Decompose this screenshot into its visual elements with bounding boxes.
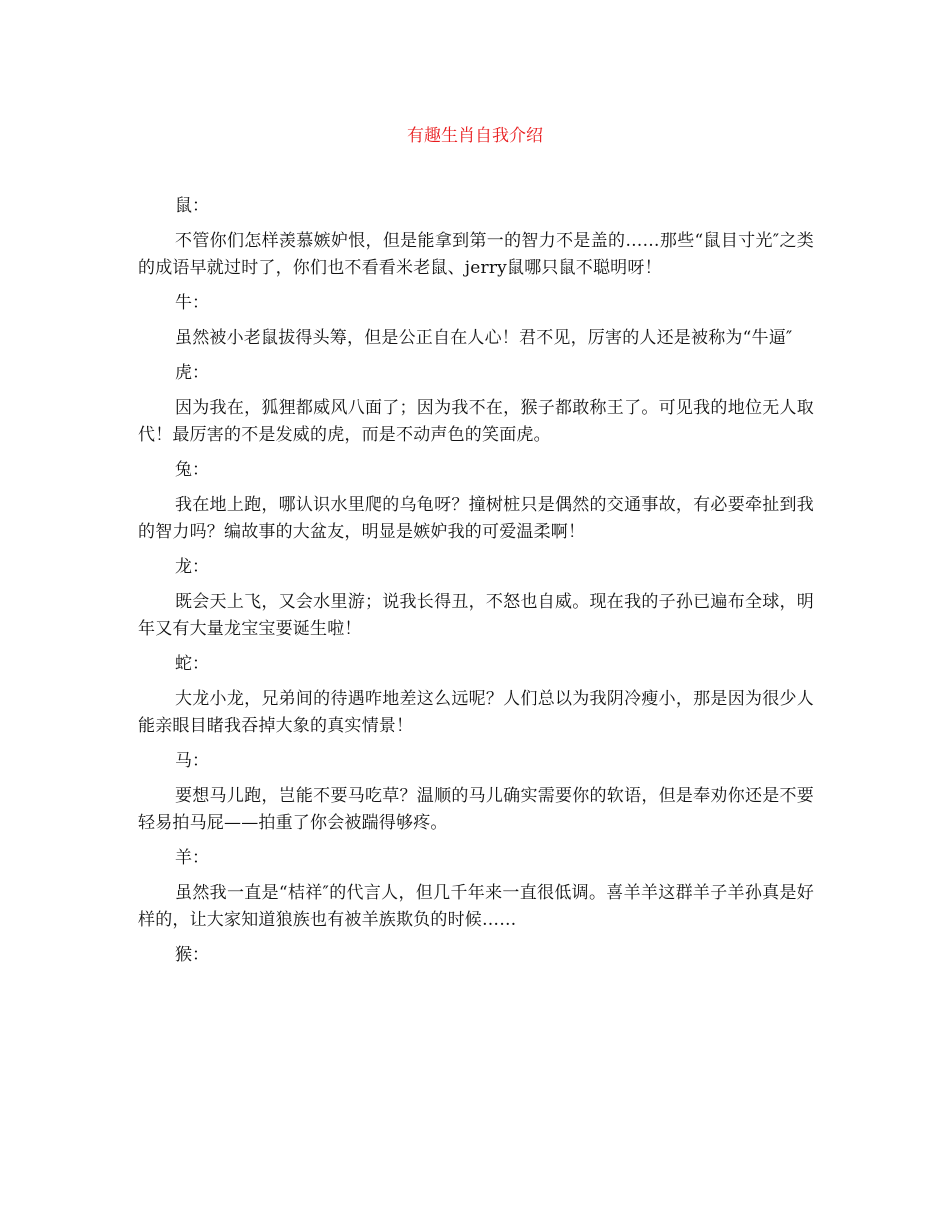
section-text-ox: 虽然被小老鼠拔得头筹，但是公正自在人心！君不见，厉害的人还是被称为“牛逼″ <box>175 328 793 348</box>
section-heading-ox: 牛： <box>175 293 209 313</box>
section-text-snake: 大龙小龙，兄弟间的待遇咋地差这么远呢？人们总以为我阴冷瘦小，那是因为很少人能亲眼目睹我吞掉大象的真实情景！ <box>138 689 814 736</box>
section-text-horse: 要想马儿跑，岂能不要马吃草？温顺的马儿确实需要你的软语，但是奉劝你还是不要轻易拍马屁——拍重了你会被踹得够疼。 <box>138 786 814 833</box>
section-text-tiger: 因为我在，狐狸都威风八面了；因为我不在，猴子都敢称王了。可见我的地位无人取代！最厉害的不是发威的虎，而是不动声色的笑面虎。 <box>138 398 814 445</box>
section-heading-rabbit: 兔： <box>175 460 209 480</box>
section-text-dragon: 既会天上飞，又会水里游；说我长得丑，不怒也自威。现在我的子孙已遍布全球，明年又有大量龙宝宝要诞生啦！ <box>138 592 814 639</box>
document-title: 有趣生肖自我介绍 <box>407 126 543 146</box>
section-heading-dragon: 龙： <box>175 557 209 577</box>
section-heading-tiger: 虎： <box>175 363 209 383</box>
section-heading-rat: 鼠： <box>175 196 209 216</box>
section-heading-snake: 蛇： <box>175 654 209 674</box>
section-heading-horse: 马： <box>175 751 209 771</box>
section-text-rabbit: 我在地上跑，哪认识水里爬的乌龟呀？撞树桩只是偶然的交通事故，有必要牵扯到我的智力吗？编故事的大盆友，明显是嫉妒我的可爱温柔啊！ <box>138 495 814 542</box>
section-text-goat: 虽然我一直是“桔祥″的代言人，但几千年来一直很低调。喜羊羊这群羊子羊孙真是好样的，让大家知道狼族也有被羊族欺负的时候…… <box>138 883 814 930</box>
section-heading-goat: 羊： <box>175 848 209 868</box>
document-body <box>138 193 814 977</box>
section-heading-monkey: 猴： <box>175 945 209 965</box>
section-text-rat: 不管你们怎样羡慕嫉妒恨，但是能拿到第一的智力不是盖的……那些“鼠目寸光″之类的成语早就过时了，你们也不看看米老鼠、jerry鼠哪只鼠不聪明呀！ <box>138 231 814 278</box>
